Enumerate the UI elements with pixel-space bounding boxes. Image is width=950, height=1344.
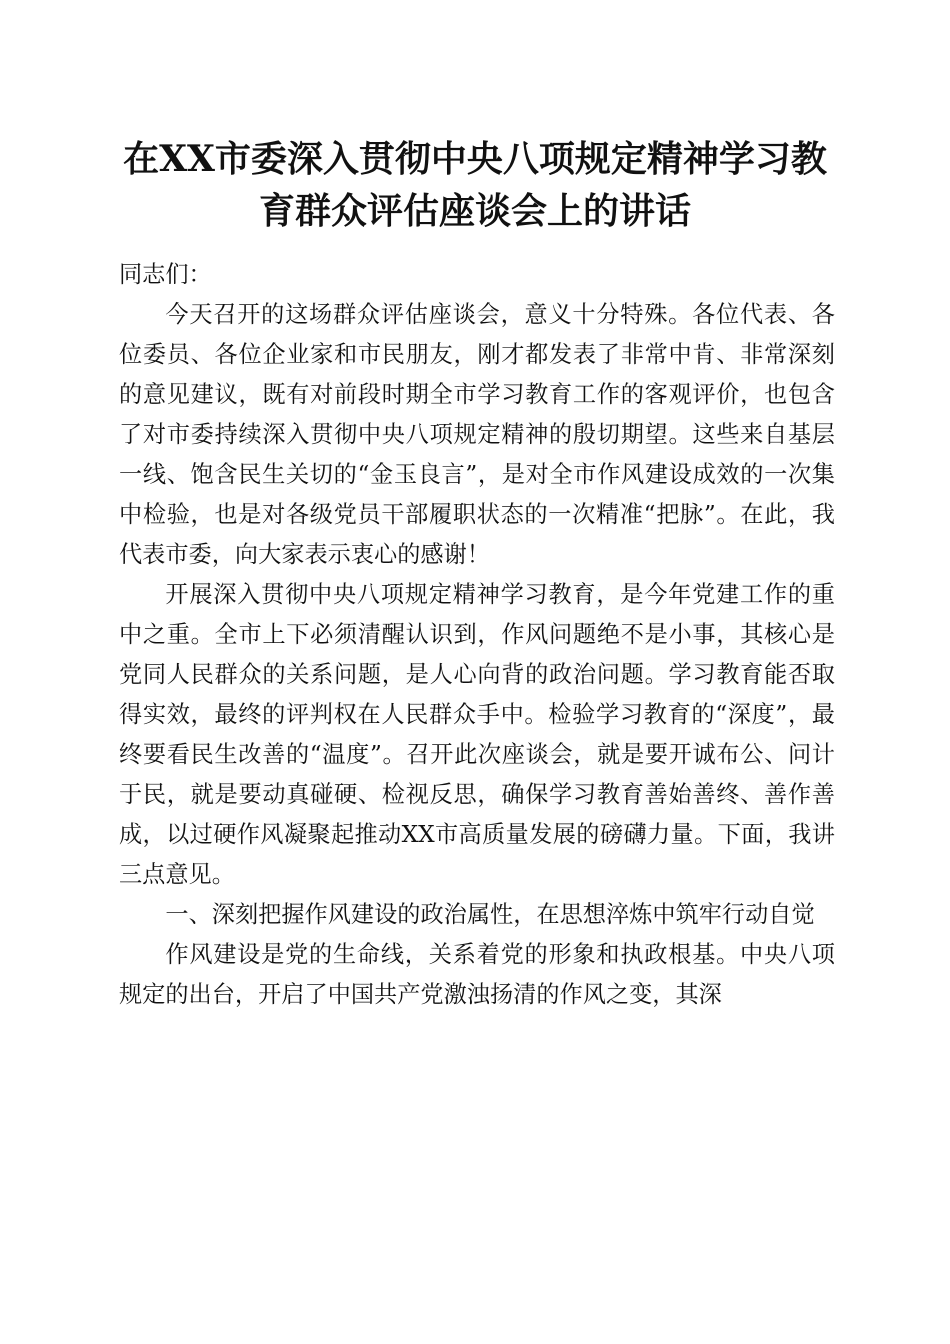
section-heading: 一、深刻把握作风建设的政治属性，在思想淬炼中筑牢行动自觉 [165,901,815,928]
body-paragraph: 作风建设是党的生命线，关系着党的形象和执政根基。中央八项规定的出台，开启了中国共产党激浊扬清的作风之变，其深 [119,941,835,1008]
body-paragraph: 今天召开的这场群众评估座谈会，意义十分特殊。各位代表、各位委员、各位企业家和市民朋友，刚才都发表了非常中肯、非常深刻的意见建议，既有对前段时期全市学习教育工作的客观评价，也包含了对市委持续深入贯彻中央八项规定精神的殷切期望。这些来自基层一线、饱含民生关切的“金玉良言”，是对全市作风建设成效的一次集中检验，也是对各级党员干部履职状态的一次精准“把脉”。在此，我代表市委，向大家表示衷心的感谢！ [119,301,835,568]
title-line-2: 育群众评估座谈会上的讲话 [258,190,691,232]
salutation: 同志们： [119,261,212,288]
document-title [100,133,850,237]
document-body [119,255,835,1015]
body-paragraph: 开展深入贯彻中央八项规定精神学习教育，是今年党建工作的重中之重。全市上下必须清醒认识到，作风问题绝不是小事，其核心是党同人民群众的关系问题，是人心向背的政治问题。学习教育能否取得实效，最终的评判权在人民群众手中。检验学习教育的“深度”，最终要看民生改善的“温度”。召开此次座谈会，就是要开诚布公、问计于民，就是要动真碰硬、检视反思，确保学习教育善始善终、善作善成，以过硬作风凝聚起推动XX市高质量发展的磅礴力量。下面，我讲三点意见。 [119,581,835,888]
title-line-1: 在XX市委深入贯彻中央八项规定精神学习教 [123,138,827,180]
